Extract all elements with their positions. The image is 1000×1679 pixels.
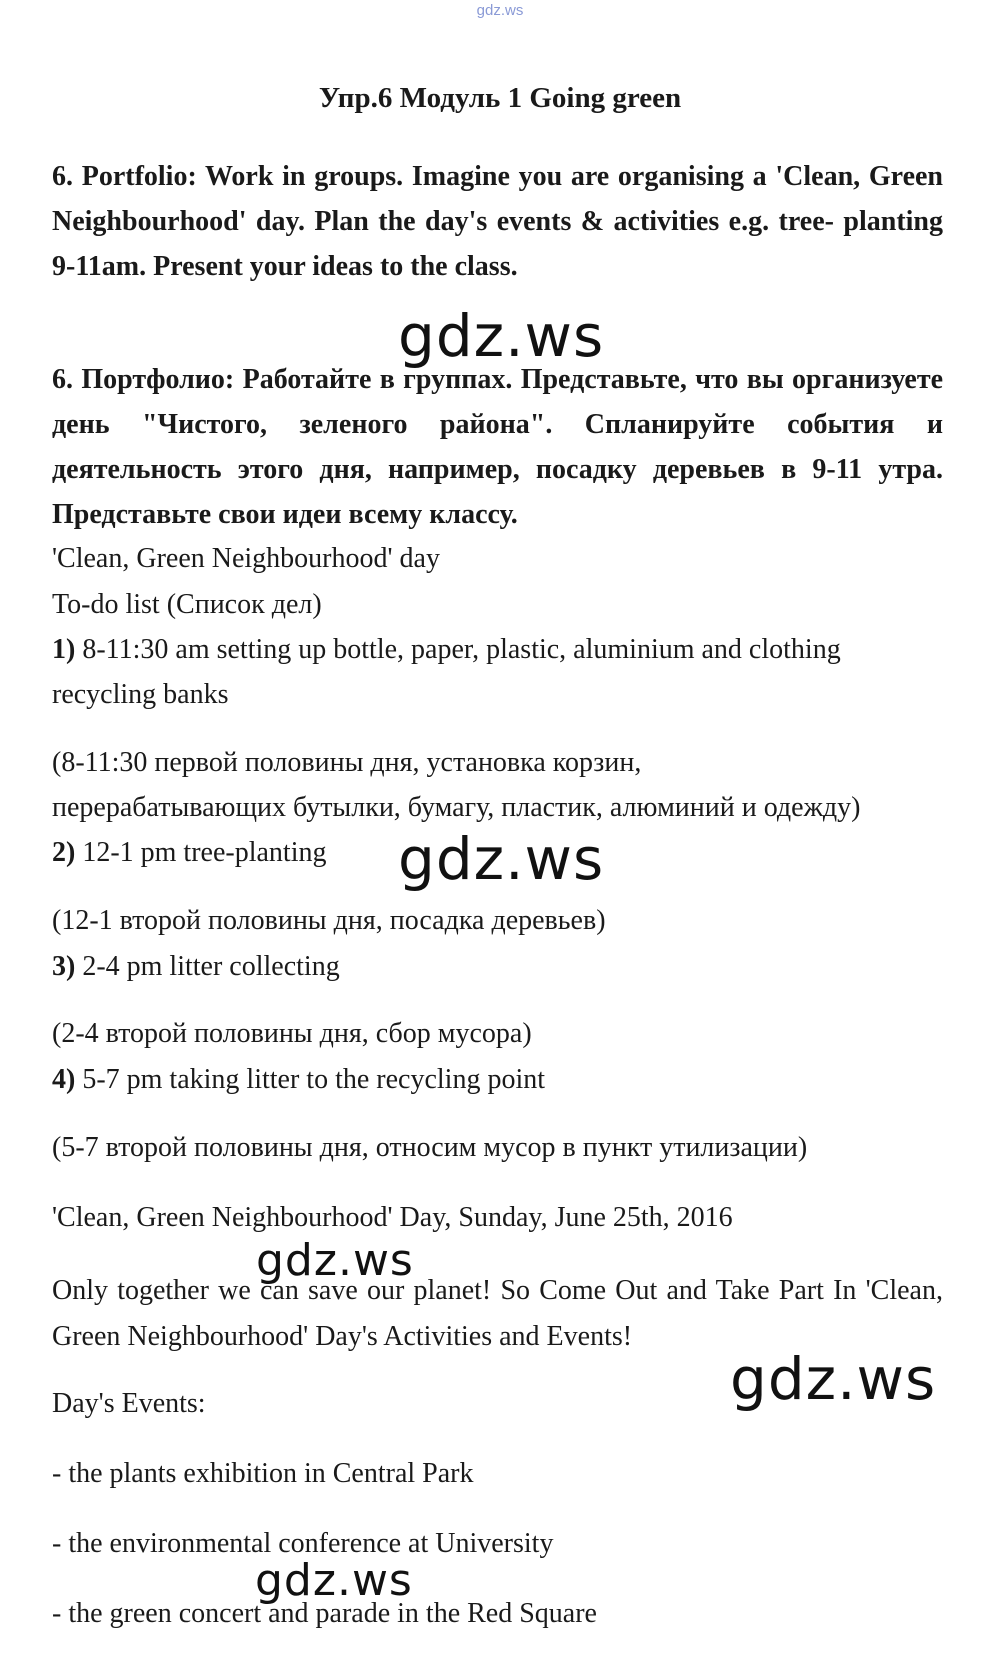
watermark: gdz.ws <box>730 1345 937 1413</box>
item-number: 2) <box>52 837 76 868</box>
item-text: 2-4 pm litter collecting <box>82 951 340 982</box>
top-watermark: gdz.ws <box>476 2 524 19</box>
todo-item-3-translation: (2-4 второй половины дня, сбор мусора) <box>52 1018 532 1049</box>
todo-item-2 <box>52 836 326 870</box>
call-to-action: Only together we can save our planet! So Come Out and Take Part In 'Clean, Green Neighbourhood' Day's Activities and Events! <box>52 1275 943 1352</box>
page-title: Упр.6 Модуль 1 Going green <box>318 82 682 114</box>
day-heading: 'Clean, Green Neighbourhood' day <box>52 543 440 574</box>
event-item-2: - the environmental conference at University <box>52 1528 554 1559</box>
todo-item-1-cont: recycling banks <box>52 679 229 710</box>
watermark: gdz.ws <box>256 1235 414 1286</box>
item-number: 3) <box>52 951 76 982</box>
watermark: gdz.ws <box>398 302 605 370</box>
item-number: 4) <box>52 1064 76 1095</box>
todo-item-4-translation: (5-7 второй половины дня, относим мусор в пункт утилизации) <box>52 1132 808 1163</box>
todo-item-4 <box>52 1063 545 1097</box>
todo-heading: To-do list (Список дел) <box>52 589 322 620</box>
event-item-3: - the green concert and parade in the Red Square <box>52 1598 597 1629</box>
item-text: 8-11:30 am setting up bottle, paper, plastic, aluminium and clothing <box>82 634 841 665</box>
task-russian: 6. Портфолио: Работайте в группах. Представьте, что вы организуете день "Чистого, зеленого района". Спланируйте события и деятельность этого дня, например, посадку деревьев в 9-11 утра. Представьте свои идеи всему классу. <box>52 364 943 530</box>
todo-item-1-translation-2: перерабатывающих бутылки, бумагу, пластик, алюминий и одежду) <box>52 792 861 823</box>
event-item-1: - the plants exhibition in Central Park <box>52 1458 474 1489</box>
task-english: 6. Portfolio: Work in groups. Imagine you are organising a 'Clean, Green Neighbourhood' day. Plan the day's events & activities e.g. tree- planting 9-11am. Present your ideas to the class. <box>52 161 943 282</box>
todo-item-1-translation-1: (8-11:30 первой половины дня, установка корзин, <box>52 747 642 778</box>
todo-item-1 <box>52 633 841 667</box>
todo-item-2-translation: (12-1 второй половины дня, посадка деревьев) <box>52 905 606 936</box>
event-date: 'Clean, Green Neighbourhood' Day, Sunday, June 25th, 2016 <box>52 1202 733 1233</box>
item-number: 1) <box>52 634 76 665</box>
watermark: gdz.ws <box>255 1555 413 1606</box>
events-heading: Day's Events: <box>52 1388 206 1419</box>
todo-item-3 <box>52 950 340 984</box>
watermark: gdz.ws <box>398 825 605 893</box>
item-text: 12-1 pm tree-planting <box>82 837 327 868</box>
item-text: 5-7 pm taking litter to the recycling point <box>82 1064 545 1095</box>
